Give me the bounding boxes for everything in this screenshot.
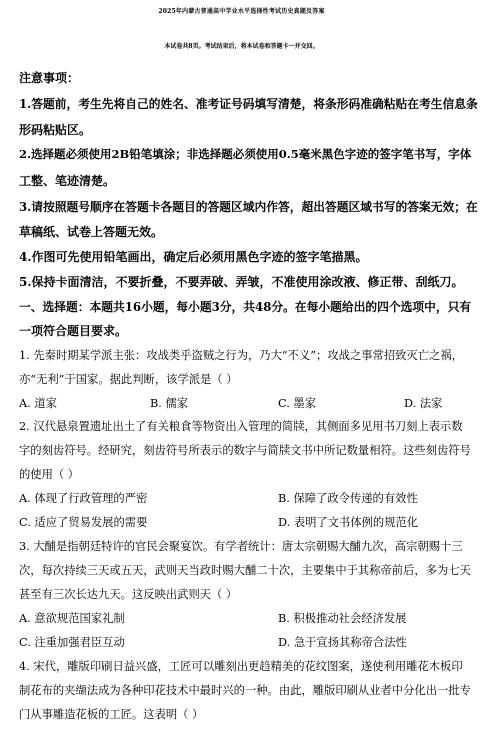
question-3-option-a: A. 意欲规范国家礼制 xyxy=(19,612,125,625)
notice-line: 形码粘贴区。 xyxy=(19,123,92,137)
question-3-stem: 甚至有三次长达九天。这反映出武则天（ ） xyxy=(19,588,238,601)
question-1-option-b: B. 儒家 xyxy=(150,397,189,410)
page-subtitle: 本试卷共8页。考试结束后，将本试卷和答题卡一并交回。 xyxy=(164,43,319,50)
question-3-option-d: D. 急于宣扬其称帝合法性 xyxy=(278,636,407,649)
question-3-option-c: C. 注重加强君臣互动 xyxy=(19,636,125,649)
question-1-stem: 1. 先秦时期某学派主张：攻战类乎盗贼之行为，乃大“不义”；攻战之事常招致灭亡之祸， xyxy=(19,349,463,362)
notice-line: 2.选择题必须使用2B铅笔填涂；非选择题必须使用0.5毫米黑色字迹的签字笔书写，字体 xyxy=(19,147,472,161)
question-1-option-d: D. 法家 xyxy=(404,397,443,410)
question-3-stem: 3. 大酺是指朝廷特许的官民会聚宴饮。有学者统计：唐太宗朝赐大酺九次，高宗朝赐十三 xyxy=(19,540,463,553)
notice-line: 5.保持卡面清洁，不要折叠，不要弄破、弄皱，不准使用涂改液、修正带、刮纸刀。 xyxy=(19,275,464,289)
notice-line: 工整、笔迹清楚。 xyxy=(19,174,116,188)
question-2-option-b: B. 保障了政令传递的有效性 xyxy=(278,492,418,505)
question-3-option-b: B. 积极推动社会经济发展 xyxy=(278,612,407,625)
section-heading: 一项符合题目要求。 xyxy=(19,324,128,338)
question-1-stem: 亦“无利”于国家。据此判断，该学派是（ ） xyxy=(19,373,238,386)
question-1-option-a: A. 道家 xyxy=(19,397,57,410)
question-2-stem: 的使用（ ） xyxy=(19,468,80,481)
question-2-stem: 字的刻齿符号。经研究，刻齿符号所表示的数字与简牍文书中所记数量相符。这些刻齿符号 xyxy=(19,444,471,457)
notice-line: 草稿纸、试卷上答题无效。 xyxy=(19,225,164,239)
section-heading: 一、选择题：本题共16小题，每小题3分，共48分。在每小题给出的四个选项中，只有 xyxy=(19,300,472,314)
question-4-stem: 4. 宋代，雕版印刷日益兴盛，工匠可以雕刻出更趋精美的花纹图案，遂使利用雕花木板印 xyxy=(19,660,463,673)
question-4-stem: 门从事雕造花板的工匠。这表明（ ） xyxy=(19,708,204,721)
question-1-option-c: C. 墨家 xyxy=(278,397,317,410)
page-title: 2025年内蒙古普通高中学业水平选择性考试历史真题及答案 xyxy=(158,8,325,15)
question-2-option-d: D. 表明了文书体例的规范化 xyxy=(278,516,419,529)
question-2-stem: 2. 汉代悬泉置遗址出土了有关粮食等物资出入管理的简牍，其侧面多见用书刀刻上表示数 xyxy=(19,420,463,433)
notice-line: 4.作图可先使用铅笔画出，确定后必须用黑色字迹的签字笔描黑。 xyxy=(19,250,368,264)
notice-heading: 注意事项： xyxy=(19,71,80,85)
question-2-option-a: A. 体现了行政管理的严密 xyxy=(19,492,148,505)
notice-line: 1.答题前，考生先将自己的姓名、准考证号码填写清楚，将条形码准确粘贴在考生信息条 xyxy=(19,97,478,111)
question-2-option-c: C. 适应了贸易发展的需要 xyxy=(19,516,148,529)
question-3-stem: 次，每次持续三天或五天，武则天当政时赐大酺二十次，主要集中于其称帝前后，多为七天 xyxy=(19,564,471,577)
notice-line: 3.请按照题号顺序在答题卡各题目的答题区域内作答，超出答题区域书写的答案无效；在 xyxy=(19,200,478,214)
question-4-stem: 制花布的夹缬法成为各种印花技术中最时兴的一种。由此，雕版印刷从业者中分化出一批专 xyxy=(19,684,471,697)
